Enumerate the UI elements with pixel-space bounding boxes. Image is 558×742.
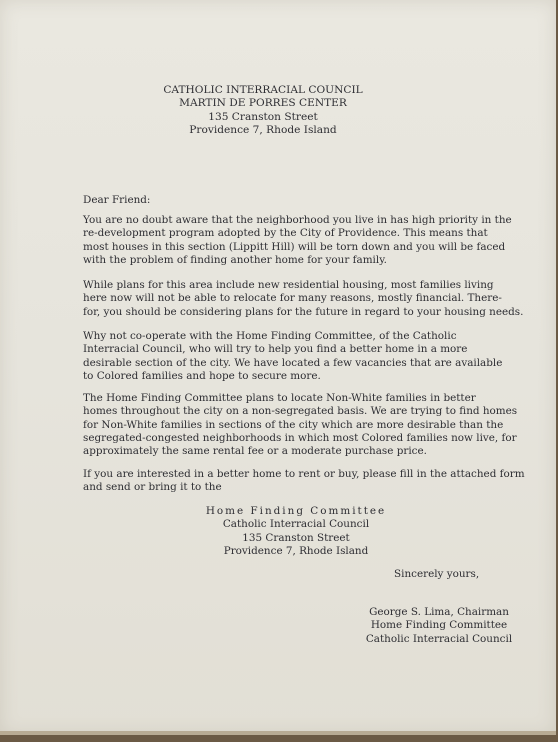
paragraph-line: re-development program adopted by the City of Providence. This means that <box>83 227 488 240</box>
letterhead-city: Providence 7, Rhode Island <box>189 123 337 136</box>
paragraph-line: While plans for this area include new residential housing, most families living <box>83 279 494 291</box>
paragraph-line: Why not co-operate with the Home Finding Committee, of the Catholic <box>83 330 457 342</box>
paragraph-line: Interracial Council, who will try to help you find a better home in a more <box>83 343 468 356</box>
closing: Sincerely yours, <box>394 568 480 580</box>
paragraph-line: for, you should be considering plans for the future in regard to your housing needs. <box>83 305 524 318</box>
paragraph-line: and send or bring it to the <box>83 481 222 494</box>
signature-council: Catholic Interracial Council <box>365 632 513 645</box>
paragraph-3 <box>83 330 503 383</box>
paragraph-line: The Home Finding Committee plans to locate Non-White families in better <box>83 392 476 404</box>
letterhead-street: 135 Cranston Street <box>208 110 318 123</box>
paragraph-5 <box>83 468 525 495</box>
paragraph-line: homes throughout the city on a non-segregated basis. We are trying to find homes <box>83 405 518 418</box>
signature-block <box>360 606 518 646</box>
paragraph-line: for Non-White families in sections of the city which are more desirable than the <box>83 418 504 431</box>
paragraph-2 <box>83 279 524 319</box>
paragraph-line: here now will not be able to relocate for many reasons, mostly financial. There- <box>83 292 502 305</box>
return-address <box>196 505 396 558</box>
paragraph-line: most houses in this section (Lippitt Hill) will be torn down and you will be faced <box>83 240 506 253</box>
paragraph-line: desirable section of the city. We have located a few vacancies that are available <box>83 356 503 369</box>
signature-committee: Home Finding Committee <box>370 619 508 632</box>
address-council: Catholic Interracial Council <box>222 518 370 531</box>
paragraph-line: You are no doubt aware that the neighborhood you live in has high priority in the <box>83 214 512 226</box>
address-street: 135 Cranston Street <box>242 531 350 544</box>
paragraph-line: segregated-congested neighborhoods in which most Colored families now live, for <box>83 431 517 444</box>
paragraph-line: with the problem of finding another home for your family. <box>83 253 387 266</box>
paragraph-line: If you are interested in a better home to rent or buy, please fill in the attached form <box>83 468 525 480</box>
address-committee: Home Finding Committee <box>205 505 387 517</box>
letterhead <box>0 84 526 137</box>
salutation: Dear Friend: <box>83 194 151 206</box>
letterhead-center: MARTIN DE PORRES CENTER <box>179 97 347 110</box>
signature-name: George S. Lima, Chairman <box>369 606 509 618</box>
address-city: Providence 7, Rhode Island <box>223 544 369 557</box>
paragraph-line: to Colored families and hope to secure more. <box>83 369 321 382</box>
paragraph-4 <box>83 392 518 458</box>
letterhead-org: CATHOLIC INTERRACIAL COUNCIL <box>163 84 363 96</box>
paragraph-line: approximately the same rental fee or a moderate purchase price. <box>83 445 427 458</box>
paragraph-1 <box>83 214 512 267</box>
